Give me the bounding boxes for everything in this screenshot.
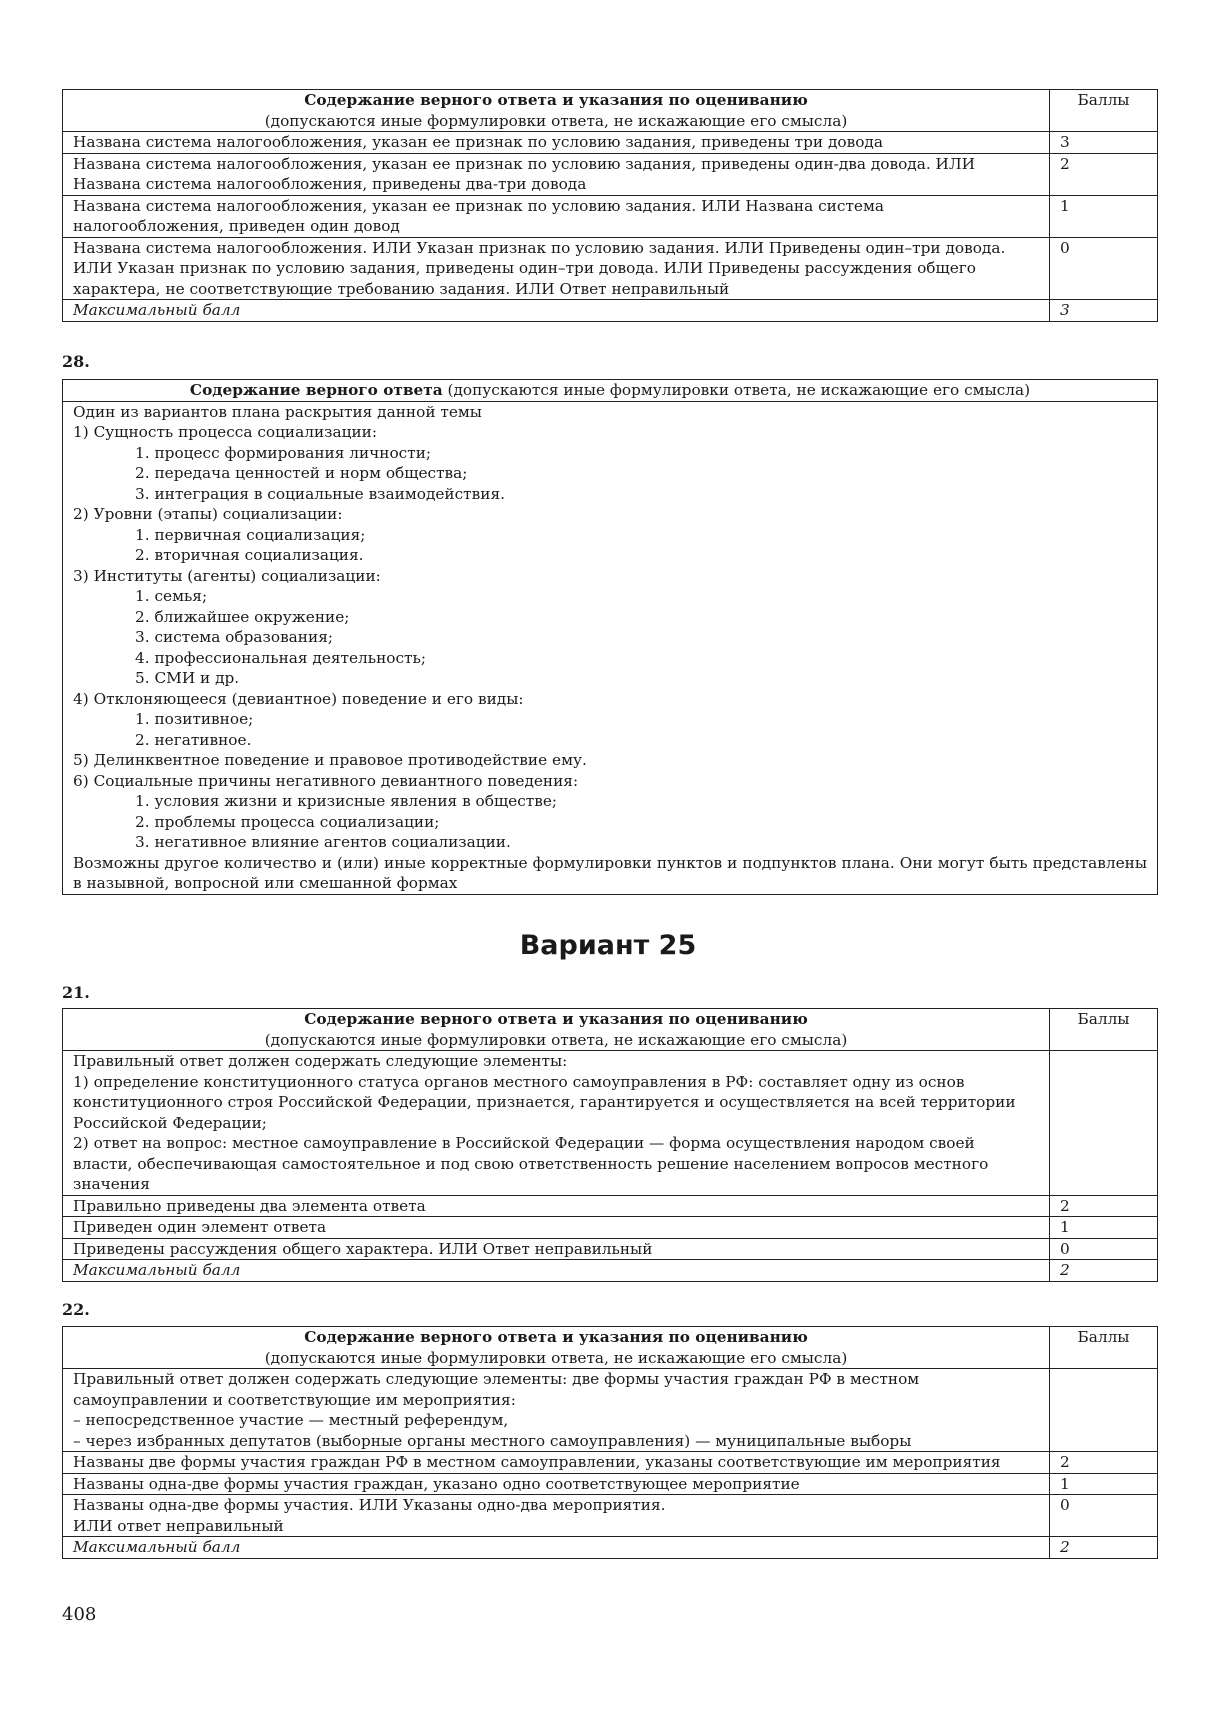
answer-content-row [63, 1051, 1158, 1196]
plan-content-row [63, 401, 1158, 894]
table-row [63, 195, 1158, 237]
answer-line: Правильный ответ должен содержать следующие элементы: [73, 1052, 568, 1070]
plan-content [63, 401, 1158, 894]
plan-line: 3. система образования; [135, 628, 333, 646]
plan-line: 1) Сущность процесса социализации: [73, 423, 378, 441]
scoring-table-22 [62, 1326, 1158, 1559]
variant-title: Вариант 25 [519, 930, 697, 961]
plan-line: 3. негативное влияние агентов социализации. [135, 833, 511, 851]
criterion-text: Названа система налогообложения, указан ее признак по условию задания. ИЛИ Названа система налогообложения, приведен один довод [63, 195, 1050, 237]
plan-line: Один из вариантов плана раскрытия данной темы [73, 402, 482, 421]
criterion-score: 1 [1050, 195, 1158, 237]
table-header-row [63, 90, 1158, 132]
table-row [63, 153, 1158, 195]
header-line-1: Содержание верного ответа и указания по оцениванию [304, 1328, 808, 1346]
max-score-label: Максимальный балл [63, 300, 1050, 322]
table-header-row [63, 1327, 1158, 1369]
criterion-score: 0 [1050, 237, 1158, 300]
criterion-text-2: ИЛИ ответ неправильный [73, 1516, 284, 1535]
answer-line: 1) определение конституционного статуса органов местного самоуправления в РФ: составляет одну из основ конституционного строя Российской Федерации, признается, гарантируется и осуществляется на всей территории Российской Федерации; [73, 1072, 1016, 1132]
criterion-text: Названа система налогообложения, указан ее признак по условию задания, приведены три довода [63, 132, 1050, 154]
criterion-text: Названа система налогообложения. ИЛИ Указан признак по условию задания. ИЛИ Приведены один–три довода. ИЛИ Указан признак по условию задания, приведены один–три довода. ИЛИ Приведены рассуждения общего характера, не соответствующие требованию задания. ИЛИ Ответ неправильный [63, 237, 1050, 300]
criterion-score: 0 [1050, 1238, 1158, 1260]
empty-score [1050, 1051, 1158, 1196]
criterion-score: 2 [1050, 1195, 1158, 1217]
answer-line: Правильный ответ должен содержать следующие элементы: две формы участия граждан РФ в местном самоуправлении и соответствующие им мероприятия: [73, 1370, 920, 1409]
plan-line: 3. интеграция в социальные взаимодействия. [135, 484, 505, 503]
criterion-text: Приведен один элемент ответа [63, 1217, 1050, 1239]
task-22-label: 22. [62, 1300, 90, 1319]
plan-footer: Возможны другое количество и (или) иные корректные формулировки пунктов и подпунктов плана. Они могут быть представлены в назывной, вопросной или смешанной формах [73, 853, 1147, 892]
header-content-cell [63, 1009, 1050, 1051]
plan-line: 1. первичная социализация; [135, 525, 366, 544]
table-row [63, 132, 1158, 154]
answer-line: – через избранных депутатов (выборные органы местного самоуправления) — муниципальные выборы [73, 1431, 912, 1450]
task-28-label: 28. [62, 352, 90, 371]
criterion-text: Правильно приведены два элемента ответа [63, 1195, 1050, 1217]
table-row [63, 1495, 1158, 1537]
criterion-score: 1 [1050, 1473, 1158, 1495]
header-line-2: (допускаются иные формулировки ответа, не искажающие его смысла) [264, 1030, 848, 1049]
table-row [63, 1238, 1158, 1260]
max-score-value: 2 [1050, 1260, 1158, 1282]
scoring-table-27 [62, 89, 1158, 322]
plan-line: 5) Делинквентное поведение и правовое противодействие ему. [73, 751, 587, 769]
plan-line: 2. передача ценностей и норм общества; [135, 464, 468, 482]
max-score-label: Максимальный балл [63, 1260, 1050, 1282]
empty-score [1050, 1369, 1158, 1452]
criterion-score: 2 [1050, 153, 1158, 195]
criterion-score: 3 [1050, 132, 1158, 154]
max-score-row [63, 300, 1158, 322]
criterion-text: Названа система налогообложения, указан ее признак по условию задания, приведены один-два довода. ИЛИ Названа система налогообложения, приведены два-три довода [63, 153, 1050, 195]
table-header-row [63, 1009, 1158, 1051]
header-rest: (допускаются иные формулировки ответа, не искажающие его смысла) [442, 381, 1031, 399]
table-row [63, 1452, 1158, 1474]
table-row [63, 1217, 1158, 1239]
criterion-cell [63, 1495, 1050, 1537]
header-line-1: Содержание верного ответа и указания по оцениванию [304, 1010, 808, 1028]
header-bold: Содержание верного ответа [189, 381, 443, 399]
criterion-text: Названы две формы участия граждан РФ в местном самоуправлении, указаны соответствующие им мероприятия [63, 1452, 1050, 1474]
plan-line: 1. процесс формирования личности; [135, 443, 432, 462]
header-content-cell [63, 1327, 1050, 1369]
table-row [63, 1473, 1158, 1495]
header-line-2: (допускаются иные формулировки ответа, не искажающие его смысла) [264, 111, 848, 130]
plan-line: 6) Социальные причины негативного девиантного поведения: [73, 771, 579, 790]
max-score-value: 3 [1050, 300, 1158, 322]
table-row [63, 1195, 1158, 1217]
criterion-score: 2 [1050, 1452, 1158, 1474]
header-line-2: (допускаются иные формулировки ответа, не искажающие его смысла) [264, 1348, 848, 1367]
answer-line: – непосредственное участие — местный референдум, [73, 1411, 509, 1429]
plan-line: 2. проблемы процесса социализации; [135, 812, 440, 831]
answer-content [63, 1369, 1050, 1452]
plan-line: 4) Отклоняющееся (девиантное) поведение и его виды: [73, 689, 524, 708]
page-number: 408 [62, 1604, 97, 1625]
plan-line: 3) Институты (агенты) социализации: [73, 566, 381, 585]
header-content-cell [63, 90, 1050, 132]
plan-line: 2) Уровни (этапы) социализации: [73, 505, 343, 523]
criterion-score: 1 [1050, 1217, 1158, 1239]
max-score-row [63, 1537, 1158, 1559]
plan-line: 5. СМИ и др. [135, 669, 240, 687]
plan-line: 1. условия жизни и кризисные явления в обществе; [135, 792, 558, 810]
plan-line: 2. негативное. [135, 730, 252, 749]
criterion-text: Названы одна-две формы участия граждан, указано одно соответствующее мероприятие [63, 1473, 1050, 1495]
header-line-1: Содержание верного ответа и указания по оцениванию [304, 91, 808, 109]
max-score-value: 2 [1050, 1537, 1158, 1559]
score-header: Баллы [1050, 1327, 1158, 1369]
plan-line: 1. позитивное; [135, 710, 254, 728]
criterion-text: Приведены рассуждения общего характера. ИЛИ Ответ неправильный [63, 1238, 1050, 1260]
answer-line: 2) ответ на вопрос: местное самоуправление в Российской Федерации — форма осуществления народом своей власти, обеспечивающая самостоятельное и под свою ответственность решение населением вопросов местного значения [73, 1134, 989, 1193]
plan-line: 2. вторичная социализация. [135, 546, 364, 564]
header-content-cell [63, 380, 1158, 402]
plan-line: 4. профессиональная деятельность; [135, 648, 427, 667]
max-score-label: Максимальный балл [63, 1537, 1050, 1559]
scoring-table-21 [62, 1008, 1158, 1282]
plan-line: 1. семья; [135, 587, 208, 605]
score-header: Баллы [1050, 90, 1158, 132]
table-row [63, 237, 1158, 300]
criterion-text: Названы одна-две формы участия. ИЛИ Указаны одно-два мероприятия. [73, 1496, 666, 1514]
plan-line: 2. ближайшее окружение; [135, 607, 350, 626]
plan-table-28 [62, 379, 1158, 895]
answer-content [63, 1051, 1050, 1196]
answer-content-row [63, 1369, 1158, 1452]
score-header: Баллы [1050, 1009, 1158, 1051]
table-header-row [63, 380, 1158, 402]
task-21-label: 21. [62, 983, 90, 1002]
max-score-row [63, 1260, 1158, 1282]
criterion-score: 0 [1050, 1495, 1158, 1537]
